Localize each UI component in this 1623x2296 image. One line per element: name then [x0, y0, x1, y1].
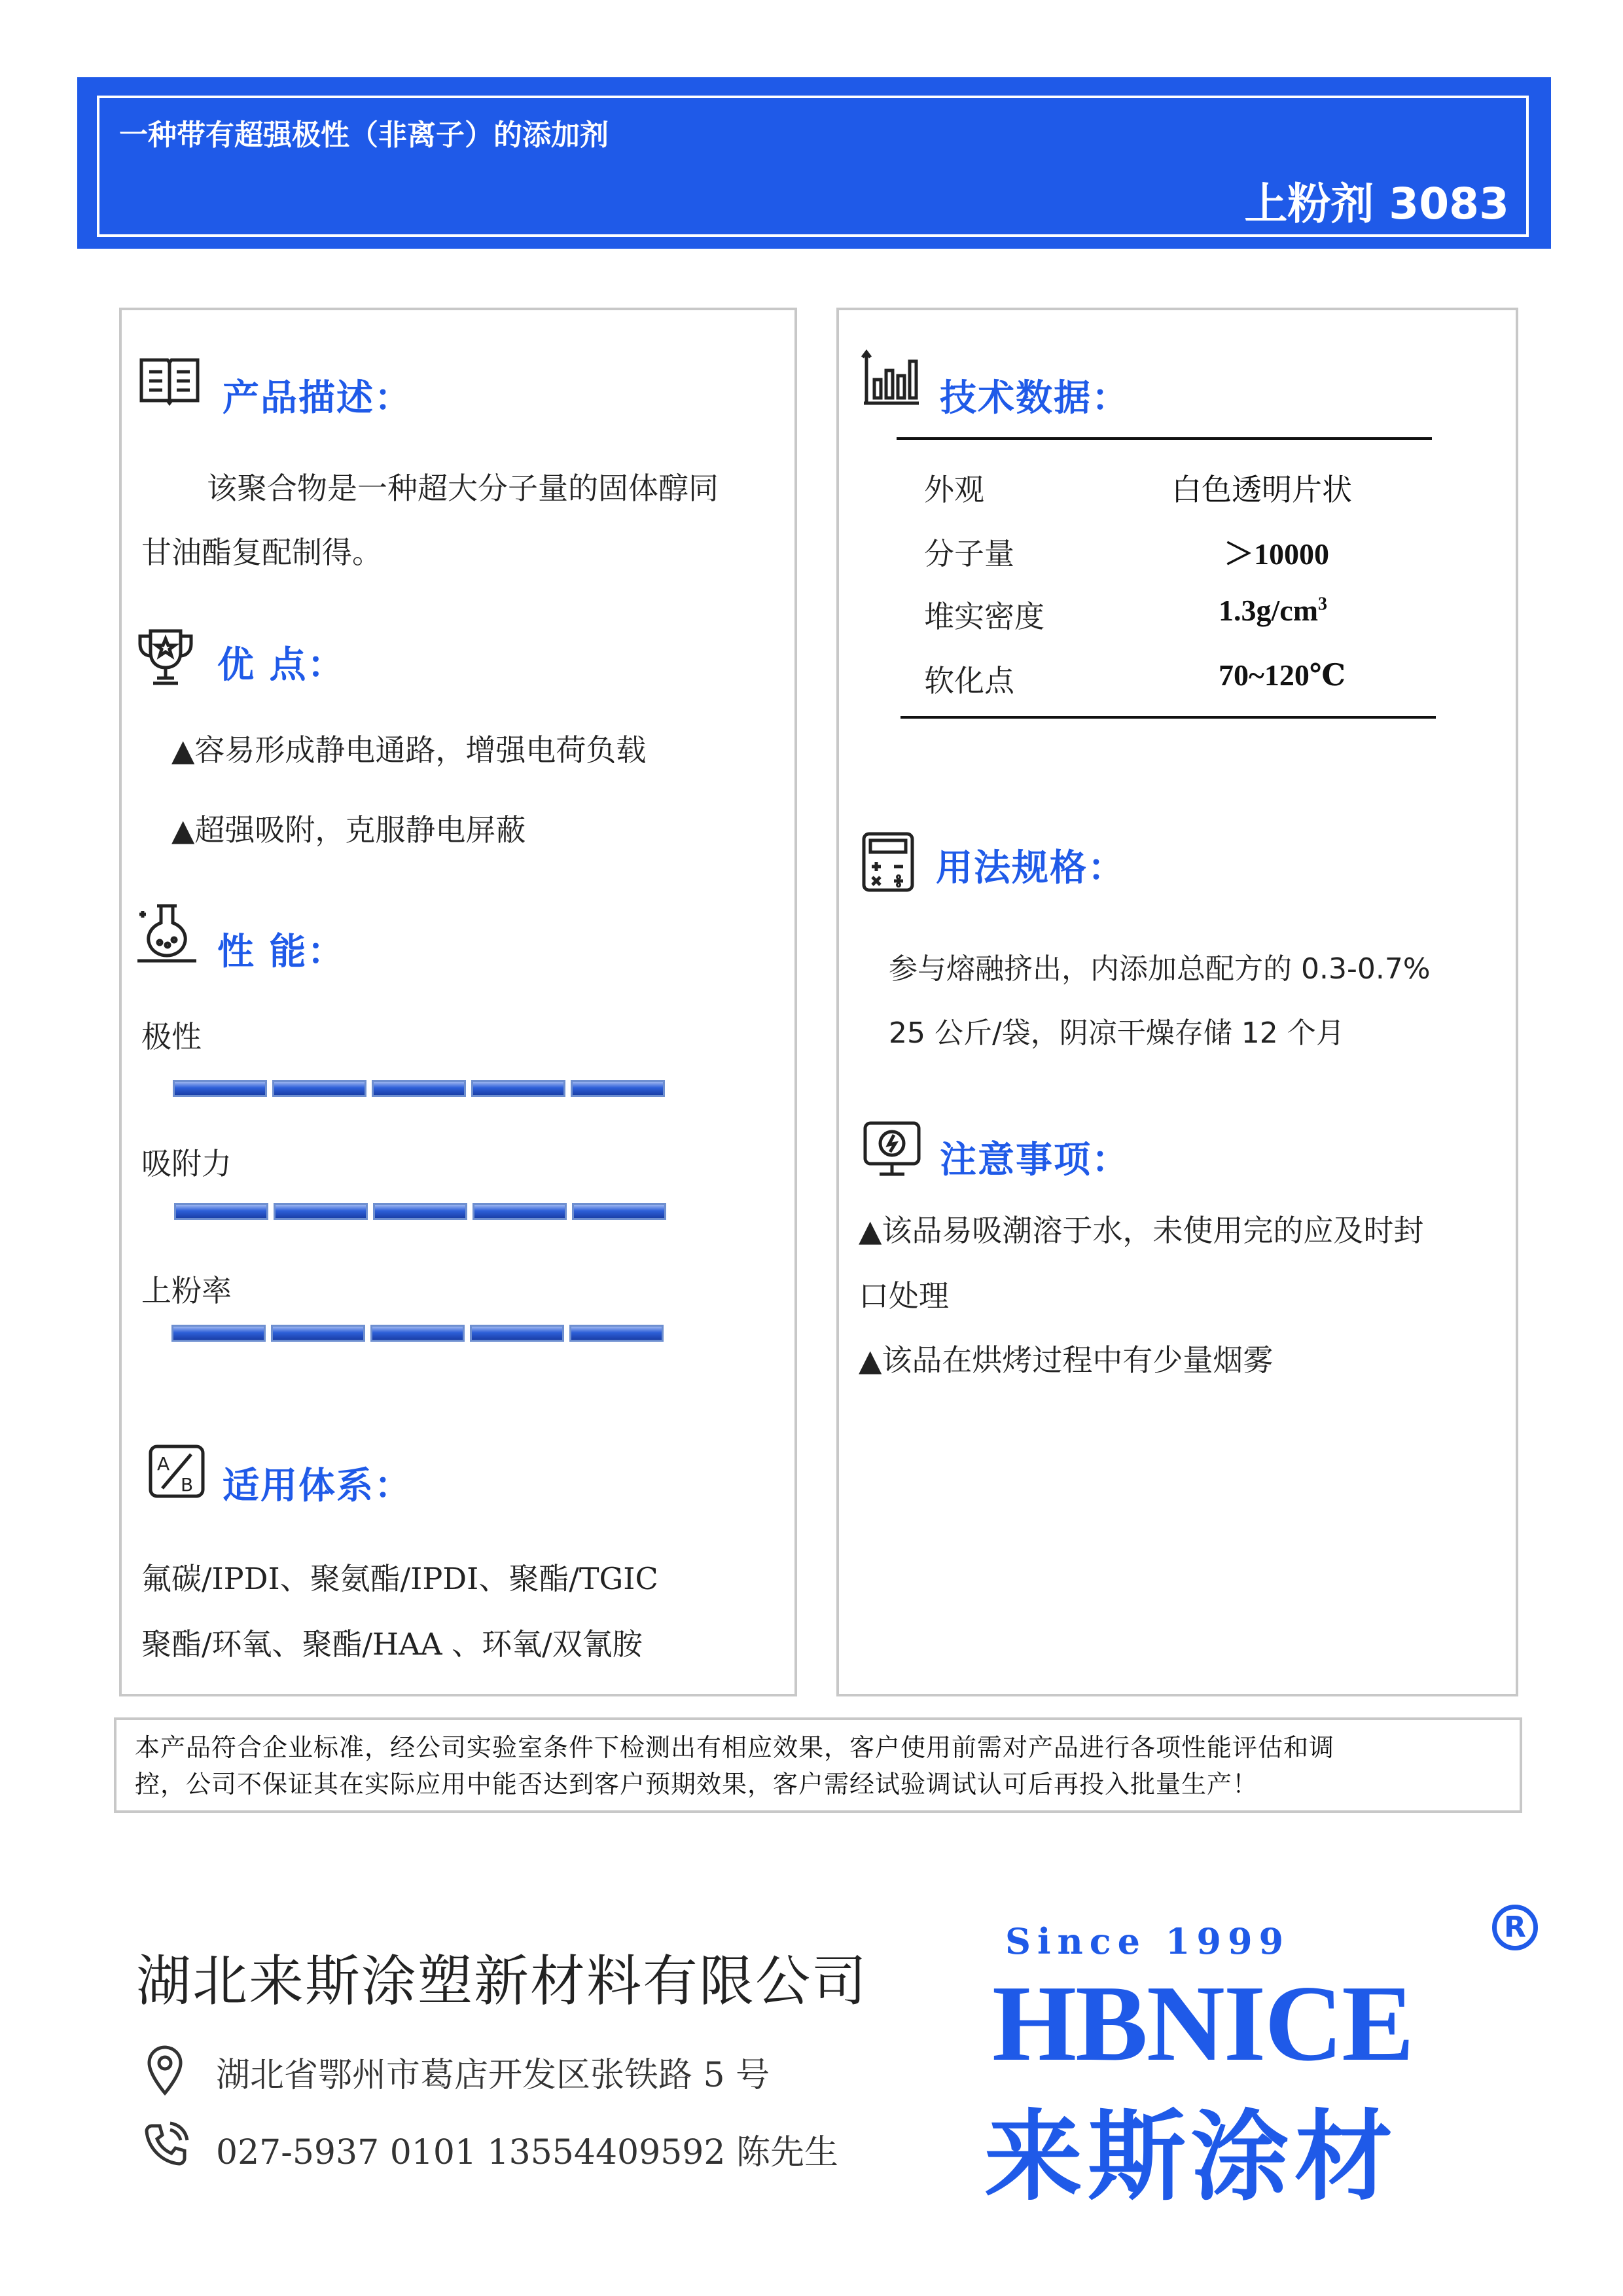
- since-year: Since 1999: [1005, 1920, 1291, 1962]
- tech-label-softening-point: 软化点: [924, 663, 1014, 698]
- book-icon: [139, 353, 200, 406]
- rating-label-powder-rate: 上粉率: [141, 1273, 232, 1308]
- ab-icon: [148, 1444, 207, 1500]
- usage-line-1: 参与熔融挤出，内添加总配方的 0.3-0.7%: [889, 952, 1431, 986]
- notes-line-3: ▲该品在烘烤过程中有少量烟雾: [859, 1342, 1274, 1378]
- rating-segment: [470, 1325, 564, 1342]
- rating-segment: [271, 1325, 365, 1342]
- rating-segment: [274, 1203, 368, 1220]
- brand-logo: HBNICE: [992, 1963, 1413, 2083]
- description-title: 产品描述：: [223, 377, 412, 420]
- rating-label-polarity: 极性: [141, 1019, 202, 1054]
- company-phone: 027-5937 0101 13554409592 陈先生: [216, 2133, 839, 2172]
- rating-segment: [174, 1203, 268, 1220]
- rating-segment: [471, 1080, 565, 1097]
- systems-line-2: 聚酯/环氧、聚酯/HAA 、环氧/双氰胺: [141, 1626, 643, 1662]
- rating-segment: [473, 1203, 567, 1220]
- tech-value-softening-point: 70~120℃: [1219, 658, 1346, 692]
- disclaimer-box: [114, 1717, 1522, 1813]
- rating-label-adsorption: 吸附力: [141, 1146, 232, 1181]
- advantage-item-2: ▲超强吸附，克服静电屏蔽: [171, 812, 526, 848]
- disclaimer-line-1: 本产品符合企业标准，经公司实验室条件下检测出有相应效果，客户使用前需对产品进行各项性能评估和调: [135, 1733, 1335, 1762]
- header-subtitle: 一种带有超强极性（非离子）的添加剂: [119, 118, 609, 152]
- rating-segment: [571, 1080, 665, 1097]
- advantage-item-1: ▲容易形成静电通路，增强电荷负载: [171, 732, 647, 768]
- tech-label-bulk-density: 堆实密度: [924, 599, 1044, 634]
- notes-line-1: ▲该品易吸潮溶于水，未使用完的应及时封: [859, 1213, 1424, 1248]
- systems-line-1: 氟碳/IPDI、聚氨酯/IPDI、聚酯/TGIC: [141, 1561, 658, 1596]
- rating-bar-polarity: [173, 1080, 665, 1097]
- rating-segment: [370, 1325, 465, 1342]
- rating-segment: [372, 1080, 466, 1097]
- rating-bar-powder-rate: [171, 1325, 664, 1342]
- rating-segment: [373, 1203, 467, 1220]
- registered-trademark: R: [1492, 1905, 1538, 1950]
- description-line-2: 甘油酯复配制得。: [141, 535, 382, 570]
- tech-table-bottom-rule: [901, 716, 1436, 719]
- svg-text:A: A: [157, 1453, 170, 1475]
- phone-icon: [143, 2121, 190, 2168]
- rating-segment: [272, 1080, 366, 1097]
- advantages-title: 优 点：: [217, 644, 346, 687]
- product-title: 上粉剂 3083: [1244, 179, 1509, 229]
- disclaimer-line-2: 控，公司不保证其在实际应用中能否达到客户预期效果，客户需经试验调试认可后再投入批量生产！: [135, 1770, 1258, 1799]
- rating-bar-adsorption: [174, 1203, 666, 1220]
- tech-label-molecular-weight: 分子量: [924, 536, 1014, 571]
- tech-value-molecular-weight: ＞10000: [1224, 537, 1329, 571]
- rating-segment: [572, 1203, 666, 1220]
- notes-line-2: 口处理: [859, 1278, 949, 1314]
- tech-data-title: 技术数据：: [940, 377, 1130, 420]
- trophy-icon: [136, 626, 195, 689]
- systems-title: 适用体系：: [223, 1465, 412, 1507]
- tech-table-top-rule: [897, 437, 1432, 440]
- bar-chart-icon: [861, 350, 921, 408]
- usage-title: 用法规格：: [936, 847, 1126, 889]
- svg-text:B: B: [181, 1474, 194, 1496]
- description-line-1: 该聚合物是一种超大分子量的固体醇同: [207, 471, 719, 506]
- rating-segment: [173, 1080, 267, 1097]
- rating-segment: [569, 1325, 664, 1342]
- company-name: 湖北来斯涂塑新材料有限公司: [136, 1949, 868, 2013]
- right-panel: [836, 308, 1518, 1696]
- flask-icon: [135, 902, 199, 963]
- location-pin-icon: [144, 2045, 186, 2096]
- notice-monitor-icon: [863, 1121, 921, 1178]
- rating-segment: [171, 1325, 266, 1342]
- tech-value-bulk-density: $1.3g/cm^3$: [1219, 594, 1328, 627]
- performance-title: 性 能：: [217, 931, 346, 973]
- notes-title: 注意事项：: [940, 1139, 1130, 1181]
- left-panel: [119, 308, 797, 1696]
- usage-line-2: 25 公斤/袋，阴凉干燥存储 12 个月: [889, 1016, 1345, 1050]
- tech-label-appearance: 外观: [924, 472, 984, 507]
- company-address: 湖北省鄂州市葛店开发区张铁路 5 号: [216, 2056, 770, 2095]
- tech-value-appearance: 白色透明片状: [1171, 472, 1352, 507]
- tech-value-bulk-density-sup: 3: [1318, 594, 1328, 615]
- calculator-icon: [861, 831, 916, 893]
- brand-logo-chinese: 来斯涂材: [984, 2100, 1399, 2214]
